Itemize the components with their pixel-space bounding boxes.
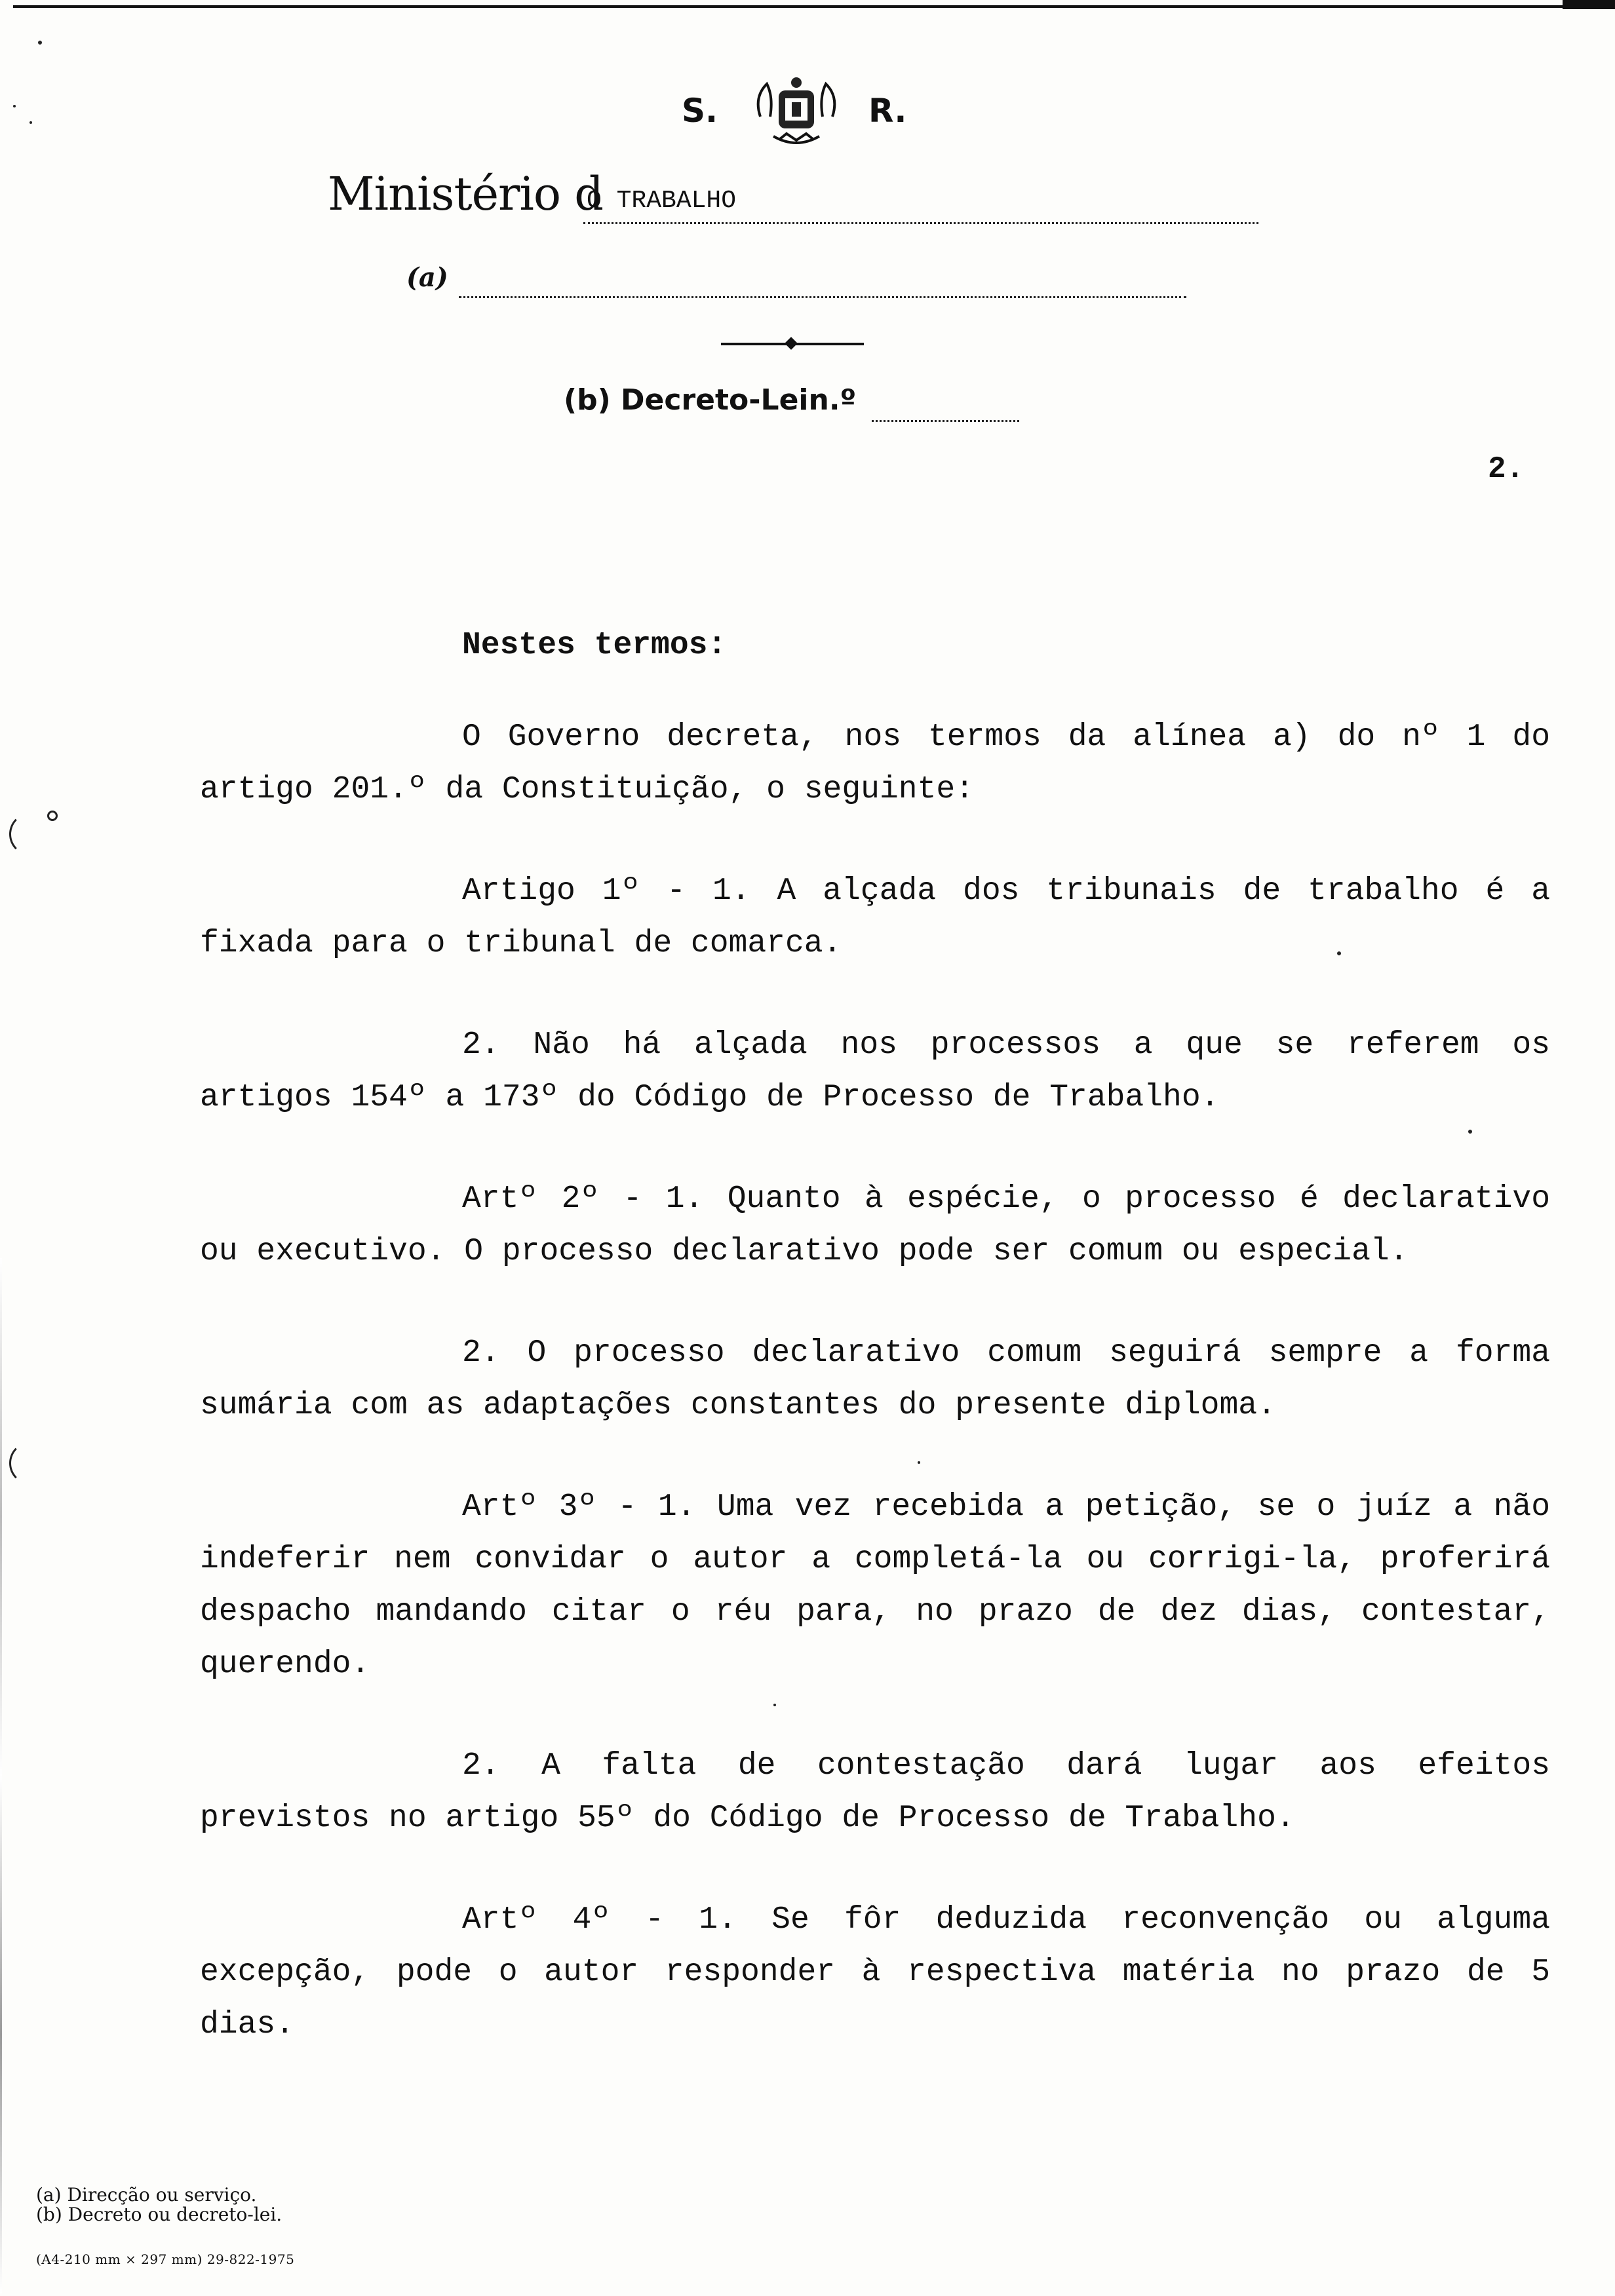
top-border-line — [13, 5, 1615, 8]
page-number: 2. — [1488, 452, 1525, 486]
paragraph-article-1-1: Artigo 1º - 1. A alçada dos tribunais de trabalho é a fixada para o tribunal de comarca. — [200, 873, 1550, 961]
scan-speck — [1468, 1130, 1472, 1134]
paragraph-decree: O Governo decreta, nos termos da alínea a) do nº 1 do artigo 201.º da Constituição, o seguinte: — [200, 719, 1550, 807]
paragraph-intro: Nestes termos: — [462, 628, 727, 663]
ministry-name: O TRABALHO — [587, 187, 737, 215]
ministry-dotted-line — [583, 222, 1258, 224]
decree-dotted-line — [872, 420, 1019, 422]
scan-speck — [918, 1461, 920, 1464]
paragraph-article-3-1: Artº 3º - 1. Uma vez recebida a petição, se o juíz a não indeferir nem convidar o autor a completá-la ou corrigi-la, proferirá despacho mandando citar o réu para, no prazo de dez dias, contestar, querendo. — [200, 1489, 1550, 1682]
service-dotted-line — [459, 296, 1186, 298]
decree-label: (b) Decreto-Lein.º — [564, 383, 857, 417]
scan-speck — [47, 811, 58, 821]
paragraph-article-2-2: 2. O processo declarativo comum seguirá sempre a forma sumária com as adaptações constantes do presente diploma. — [200, 1335, 1550, 1423]
ministry-prefix: Ministério d — [328, 167, 604, 221]
footnote-a: (a) Direcção ou serviço. — [36, 2184, 257, 2206]
scan-speck — [1337, 951, 1341, 955]
scan-speck — [773, 1704, 776, 1706]
ministry-line — [328, 167, 1258, 226]
decree-body — [200, 619, 1550, 2051]
scan-speck — [38, 41, 42, 45]
scan-arc — [9, 813, 52, 856]
emblem-left-letter: S. — [682, 92, 718, 130]
corner-mark — [1563, 0, 1615, 9]
scan-speck — [13, 105, 16, 107]
footnote-b: (b) Decreto ou decreto-lei. — [36, 2204, 282, 2225]
scan-speck — [29, 121, 32, 124]
emblem-right-letter: R. — [868, 92, 907, 130]
paragraph-article-1-2: 2. Não há alçada nos processos a que se referem os artigos 154º a 173º do Código de Processo de Trabalho. — [200, 1027, 1550, 1115]
scan-edge — [0, 1258, 2, 2293]
paragraph-article-2-1: Artº 2º - 1. Quanto à espécie, o processo é declarativo ou executivo. O processo declarativo pode ser comum ou especial. — [200, 1181, 1550, 1269]
service-field — [406, 262, 1193, 301]
paragraph-article-4-1: Artº 4º - 1. Se fôr deduzida reconvenção ou alguma excepção, pode o autor responder à respectiva matéria no prazo de 5 dias. — [200, 1902, 1550, 2042]
paragraph-article-3-2: 2. A falta de contestação dará lugar aos efeitos previstos no artigo 55º do Código de Processo de Trabalho. — [200, 1748, 1550, 1836]
paper-format-note: (A4-210 mm × 297 mm) 29-822-1975 — [36, 2251, 295, 2267]
header-divider — [721, 337, 864, 351]
scan-arc — [9, 1442, 52, 1485]
decree-number-field — [564, 383, 1022, 429]
service-field-label: (a) — [406, 262, 448, 293]
coat-of-arms-icon — [747, 71, 846, 149]
republic-emblem-header — [669, 71, 931, 149]
footnotes — [36, 2185, 294, 2269]
